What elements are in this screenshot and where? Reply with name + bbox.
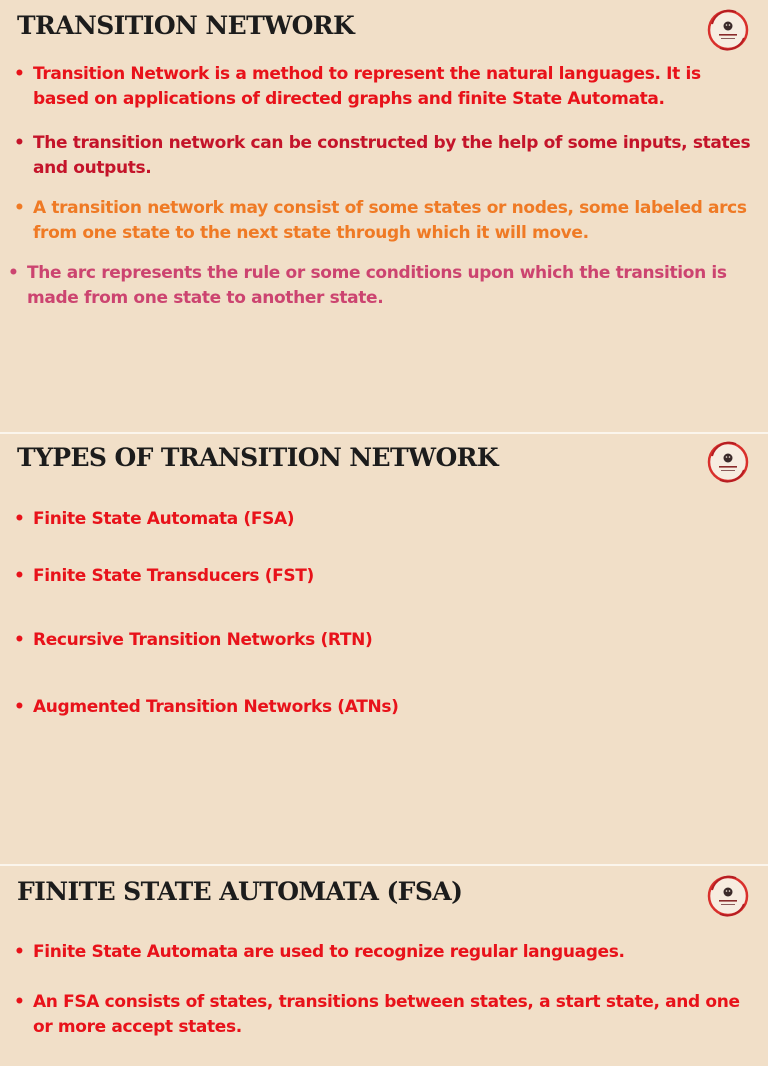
slide-finite-state-automata [0,866,768,1066]
logo-icon [706,874,750,918]
slide-title: TRANSITION NETWORK [17,11,355,40]
slide-title: FINITE STATE AUTOMATA (FSA) [17,877,463,906]
list-item: • An FSA consists of states, transitions between states, a start state, and one or more accept states. [33,990,755,1040]
list-item: • Transition Network is a method to represent the natural languages. It is based on applications of directed graphs and finite State Automata. [33,62,755,112]
slide-transition-network [0,0,768,432]
list-item: • Recursive Transition Networks (RTN) [33,628,755,653]
list-item: • The transition network can be constructed by the help of some inputs, states and outputs. [33,131,755,181]
list-item: • Finite State Transducers (FST) [33,564,755,589]
slide-title: TYPES OF TRANSITION NETWORK [17,443,498,472]
logo-icon [706,440,750,484]
list-item: • Augmented Transition Networks (ATNs) [33,695,755,720]
list-item: • A transition network may consist of some states or nodes, some labeled arcs from one state to the next state through which it will move. [33,196,755,246]
list-item: • Finite State Automata (FSA) [33,507,755,532]
logo-icon [706,8,750,52]
list-item: • Finite State Automata are used to recognize regular languages. [33,940,755,965]
list-item: • The arc represents the rule or some conditions upon which the transition is made from one state to another state. [27,261,749,311]
slide-types-of-transition-network [0,434,768,864]
